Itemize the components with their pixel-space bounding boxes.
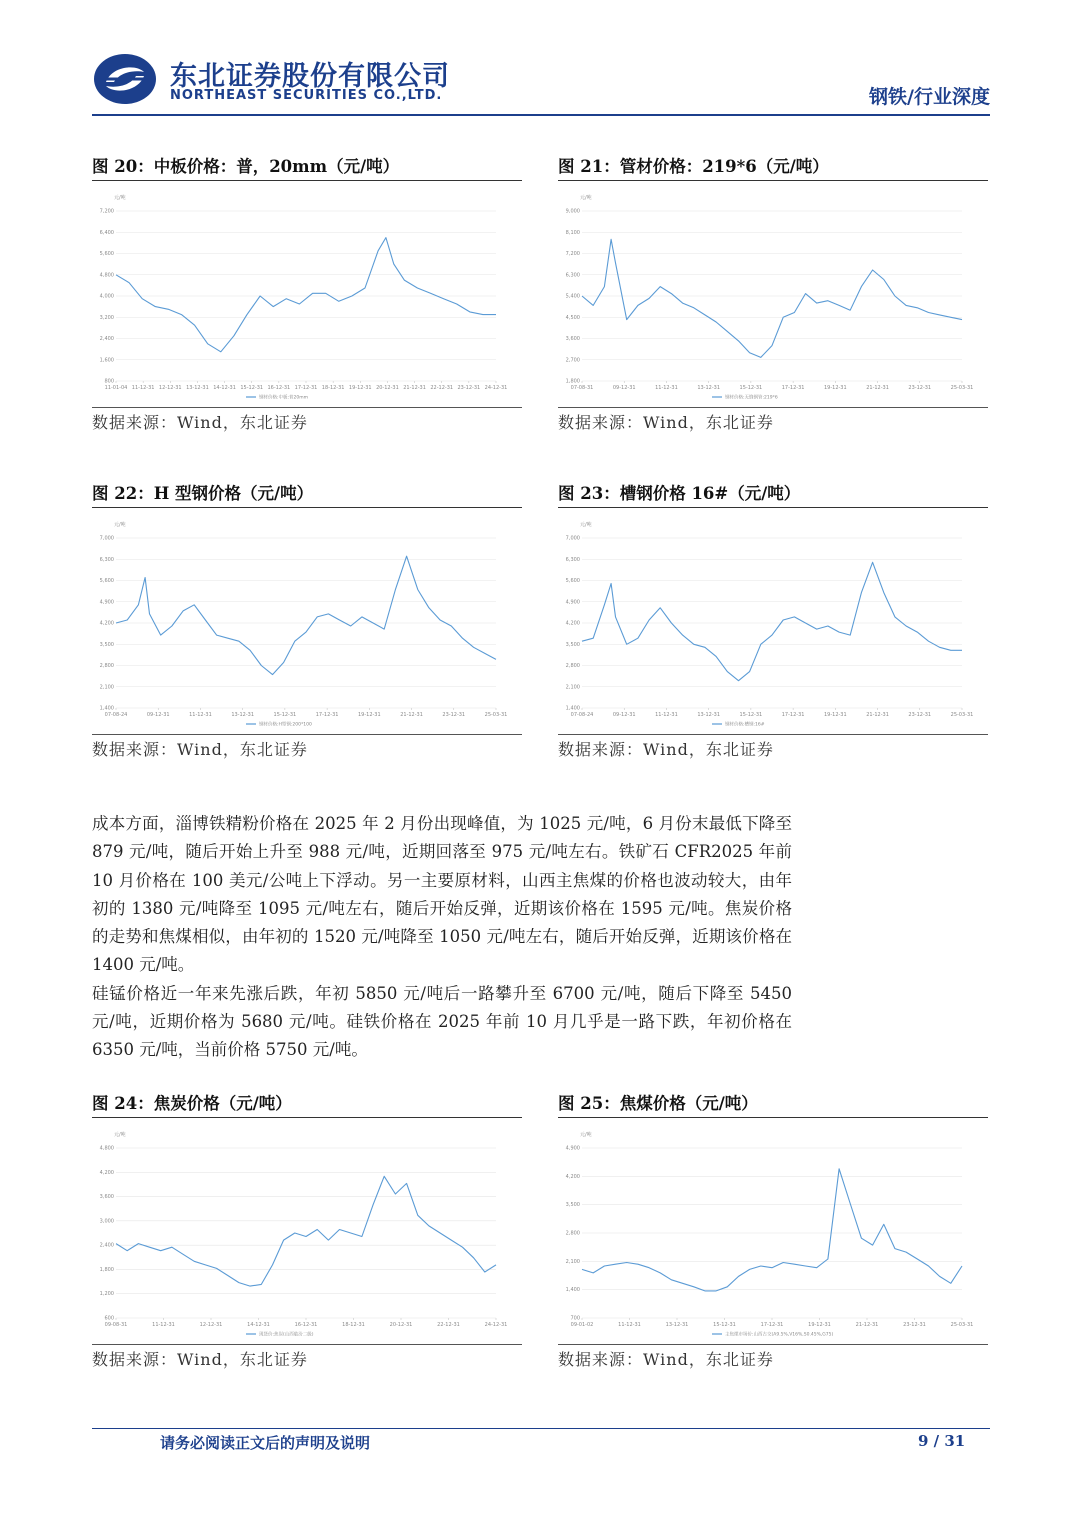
x-tick-label: 09-01-02 [570, 1322, 594, 1328]
x-tick-label: 12-12-31 [199, 1322, 223, 1328]
y-axis-unit: 元/吨 [114, 195, 126, 201]
x-tick-label: 21-12-31 [403, 385, 426, 391]
x-tick-label: 23-12-31 [442, 712, 466, 718]
x-tick-label: 20-12-31 [376, 385, 399, 391]
source-divider [92, 1344, 522, 1345]
company-logo-icon [92, 52, 158, 106]
x-tick-label: 14-12-31 [213, 385, 236, 391]
price-series-line [582, 239, 962, 357]
company-name-en: NORTHEAST SECURITIES CO.,LTD. [170, 88, 443, 103]
y-tick-label: 1,800 [99, 1266, 114, 1273]
y-tick-label: 2,100 [99, 684, 114, 691]
x-tick-label: 17-12-31 [760, 1322, 784, 1328]
x-tick-label: 25-03-31 [950, 712, 974, 718]
y-tick-label: 3,600 [565, 336, 580, 342]
y-axis-unit: 元/吨 [114, 1132, 126, 1138]
x-tick-label: 20-12-31 [389, 1322, 413, 1328]
footer-disclaimer: 请务必阅读正文后的声明及说明 [160, 1434, 371, 1452]
x-tick-label: 19-12-31 [823, 712, 847, 718]
figure-source: 数据来源：Wind，东北证券 [92, 740, 308, 759]
report-section-tag: 钢铁/行业深度 [869, 86, 990, 108]
y-tick-label: 5,400 [565, 293, 580, 300]
x-tick-label: 21-12-31 [400, 712, 423, 718]
figure-chart [558, 508, 988, 730]
figure-title: 图 25：焦煤价格（元/吨） [558, 1091, 988, 1118]
x-tick-label: 21-12-31 [866, 385, 889, 391]
y-tick-label: 9,000 [565, 208, 580, 215]
figure-source: 数据来源：Wind，东北证券 [558, 413, 774, 432]
x-tick-label: 07-08-24 [570, 712, 594, 718]
x-tick-label: 11-12-31 [189, 712, 212, 718]
y-tick-label: 5,600 [99, 251, 114, 257]
y-axis-unit: 元/吨 [580, 1132, 592, 1138]
x-tick-label: 15-12-31 [273, 712, 297, 718]
y-tick-label: 2,800 [565, 663, 580, 669]
y-tick-label: 4,500 [565, 314, 580, 321]
line-chart [92, 181, 522, 403]
source-divider [92, 407, 522, 408]
x-tick-label: 19-12-31 [808, 1322, 831, 1328]
x-tick-label: 13-12-31 [665, 1322, 689, 1328]
figure-20 [92, 154, 522, 435]
y-tick-label: 3,500 [565, 1202, 580, 1209]
page-number: 9 / 31 [918, 1432, 966, 1450]
line-chart [92, 1118, 522, 1340]
x-tick-label: 18-12-31 [342, 1322, 365, 1328]
y-tick-label: 6,300 [99, 556, 114, 563]
y-tick-label: 4,800 [99, 1145, 114, 1152]
line-chart [92, 508, 522, 730]
y-tick-label: 1,200 [99, 1291, 114, 1298]
y-tick-label: 800 [104, 378, 114, 385]
line-chart [558, 508, 988, 730]
x-tick-label: 19-12-31 [348, 385, 372, 391]
footer-divider [92, 1428, 990, 1429]
legend-label: 现货价:焦炭(山西临汾二级) [259, 1332, 314, 1338]
line-chart [558, 181, 988, 403]
y-tick-label: 6,400 [99, 229, 114, 236]
line-chart [558, 1118, 988, 1340]
figure-source: 数据来源：Wind，东北证券 [92, 413, 308, 432]
figure-title: 图 21：管材价格：219*6（元/吨） [558, 154, 988, 181]
source-divider [558, 734, 988, 735]
y-tick-label: 7,000 [565, 535, 580, 542]
source-divider [558, 1344, 988, 1345]
figure-24 [92, 1091, 522, 1372]
x-tick-label: 11-12-31 [152, 1322, 175, 1328]
y-tick-label: 3,600 [99, 1194, 114, 1201]
x-tick-label: 13-12-31 [186, 385, 209, 391]
figure-chart [558, 181, 988, 403]
y-tick-label: 4,900 [99, 599, 114, 606]
x-tick-label: 17-12-31 [781, 712, 805, 718]
x-tick-label: 15-12-31 [713, 1322, 736, 1328]
y-tick-label: 4,200 [99, 1169, 114, 1176]
y-axis-unit: 元/吨 [580, 522, 592, 528]
source-divider [558, 407, 988, 408]
figure-source: 数据来源：Wind，东北证券 [558, 740, 774, 759]
x-tick-label: 22-12-31 [430, 385, 454, 391]
figure-title: 图 23：槽钢价格 16#（元/吨） [558, 481, 988, 508]
source-divider [92, 734, 522, 735]
y-tick-label: 6,300 [565, 556, 580, 563]
x-tick-label: 14-12-31 [247, 1322, 270, 1328]
x-tick-label: 09-12-31 [612, 385, 636, 391]
x-tick-label: 09-12-31 [146, 712, 170, 718]
x-tick-label: 22-12-31 [437, 1322, 460, 1328]
y-tick-label: 4,800 [99, 272, 114, 279]
price-series-line [116, 238, 496, 352]
x-tick-label: 25-03-31 [950, 1322, 974, 1328]
figure-title: 图 24：焦炭价格（元/吨） [92, 1091, 522, 1118]
y-tick-label: 7,200 [565, 251, 580, 257]
y-tick-label: 4,200 [99, 620, 114, 627]
figure-chart [92, 508, 522, 730]
y-tick-label: 3,000 [99, 1218, 114, 1225]
y-tick-label: 1,600 [99, 357, 114, 364]
figure-25 [558, 1091, 988, 1372]
figure-title: 图 20：中板价格：普，20mm（元/吨） [92, 154, 522, 181]
x-tick-label: 19-12-31 [823, 385, 847, 391]
y-tick-label: 8,100 [565, 229, 580, 236]
x-tick-label: 23-12-31 [908, 712, 932, 718]
y-tick-label: 5,600 [565, 578, 580, 584]
y-tick-label: 6,300 [565, 272, 580, 279]
y-axis-unit: 元/吨 [114, 522, 126, 528]
x-tick-label: 09-08-31 [104, 1322, 128, 1328]
x-tick-label: 07-08-31 [570, 385, 594, 391]
figure-source: 数据来源：Wind，东北证券 [92, 1350, 308, 1369]
y-tick-label: 4,200 [565, 1173, 580, 1180]
y-tick-label: 2,800 [99, 663, 114, 669]
y-tick-label: 4,000 [99, 293, 114, 300]
x-tick-label: 11-12-31 [131, 385, 155, 391]
y-tick-label: 1,400 [565, 705, 580, 712]
figure-22 [92, 481, 522, 762]
x-tick-label: 18-12-31 [321, 385, 345, 391]
y-tick-label: 1,800 [565, 378, 580, 385]
header-divider [92, 114, 990, 116]
y-tick-label: 3,200 [99, 314, 114, 321]
figure-21 [558, 154, 988, 435]
y-tick-label: 2,400 [99, 1242, 114, 1249]
price-series-line [582, 562, 962, 680]
y-tick-label: 7,200 [99, 208, 114, 215]
x-tick-label: 15-12-31 [739, 385, 763, 391]
legend-label: 钢材价格:H型钢:200*100 [259, 722, 312, 728]
y-tick-label: 4,900 [565, 1145, 580, 1152]
legend-label: 主焦煤市场价:山西古交(A9.5%,V16%,S0.45%,G75) [725, 1332, 834, 1338]
paragraph: 硅锰价格近一年来先涨后跌，年初 5850 元/吨后一路攀升至 6700 元/吨，随后下降至 5450 元/吨，近期价格为 5680 元/吨。硅铁价格在 2025 年前 10 月几乎是一路下跌，年初价格在 6350 元/吨，当前价格 5750 元/吨。 [92, 983, 792, 1060]
company-name-cn: 东北证券股份有限公司 [170, 61, 450, 92]
y-tick-label: 2,100 [565, 1258, 580, 1265]
figure-source: 数据来源：Wind，东北证券 [558, 1350, 774, 1369]
y-tick-label: 2,100 [565, 684, 580, 691]
x-tick-label: 13-12-31 [231, 712, 255, 718]
x-tick-label: 24-12-31 [484, 1322, 508, 1328]
price-series-line [582, 1169, 962, 1291]
y-tick-label: 600 [104, 1315, 114, 1322]
y-tick-label: 2,700 [565, 357, 580, 364]
x-tick-label: 17-12-31 [294, 385, 318, 391]
x-tick-label: 16-12-31 [267, 385, 291, 391]
x-tick-label: 11-01-04 [104, 385, 128, 391]
x-tick-label: 16-12-31 [294, 1322, 318, 1328]
x-tick-label: 24-12-31 [484, 385, 508, 391]
x-tick-label: 17-12-31 [315, 712, 339, 718]
x-tick-label: 13-12-31 [697, 712, 721, 718]
x-tick-label: 23-12-31 [903, 1322, 926, 1328]
legend-label: 钢材价格:槽钢:16# [725, 722, 765, 728]
x-tick-label: 13-12-31 [697, 385, 721, 391]
x-tick-label: 15-12-31 [739, 712, 763, 718]
x-tick-label: 11-12-31 [618, 1322, 641, 1328]
x-tick-label: 12-12-31 [158, 385, 182, 391]
x-tick-label: 17-12-31 [781, 385, 805, 391]
paragraph: 成本方面，淄博铁精粉价格在 2025 年 2 月份出现峰值，为 1025 元/吨，6 月份末最低下降至 879 元/吨，随后开始上升至 988 元/吨，近期回落至 975 元/吨左右。铁矿石 CFR2025 年前 10 月价格在 100 美元/公吨上下浮动。另一主要原材料，山西主焦煤的价格也波动较大，由年初的 1380 元/吨降至 1095 元/吨左右，随后开始反弹，近期该价格在 1595 元/吨。焦炭价格的走势和焦煤相似，由年初的 1520 元/吨降至 1050 元/吨左右，随后开始反弹，近期该价格在 1400 元/吨。 [92, 814, 792, 975]
figure-chart [558, 1118, 988, 1340]
x-tick-label: 11-12-31 [655, 712, 678, 718]
figure-chart [92, 1118, 522, 1340]
y-tick-label: 700 [570, 1315, 580, 1322]
x-tick-label: 15-12-31 [240, 385, 264, 391]
y-tick-label: 7,000 [99, 535, 114, 542]
legend-label: 钢材价格:中板:普20mm [259, 395, 309, 401]
x-tick-label: 11-12-31 [655, 385, 678, 391]
figure-23 [558, 481, 988, 762]
y-axis-unit: 元/吨 [580, 195, 592, 201]
price-series-line [116, 556, 496, 674]
body-text [92, 810, 792, 1065]
y-tick-label: 5,600 [99, 578, 114, 584]
y-tick-label: 3,500 [565, 641, 580, 648]
x-tick-label: 23-12-31 [908, 385, 932, 391]
figure-title: 图 22：H 型钢价格（元/吨） [92, 481, 522, 508]
y-tick-label: 4,900 [565, 599, 580, 606]
x-tick-label: 21-12-31 [855, 1322, 879, 1328]
x-tick-label: 25-03-31 [950, 385, 974, 391]
figure-chart [92, 181, 522, 403]
y-tick-label: 1,400 [99, 705, 114, 712]
y-tick-label: 4,200 [565, 620, 580, 627]
page-header [92, 48, 990, 118]
y-tick-label: 2,800 [565, 1230, 580, 1237]
x-tick-label: 23-12-31 [457, 385, 481, 391]
x-tick-label: 19-12-31 [357, 712, 381, 718]
x-tick-label: 07-08-24 [104, 712, 128, 718]
legend-label: 钢材价格:无缝钢管:219*6 [725, 395, 778, 401]
y-tick-label: 1,400 [565, 1287, 580, 1294]
x-tick-label: 25-03-31 [484, 712, 508, 718]
x-tick-label: 21-12-31 [866, 712, 889, 718]
y-tick-label: 3,500 [99, 641, 114, 648]
x-tick-label: 09-12-31 [612, 712, 636, 718]
y-tick-label: 2,400 [99, 336, 114, 342]
